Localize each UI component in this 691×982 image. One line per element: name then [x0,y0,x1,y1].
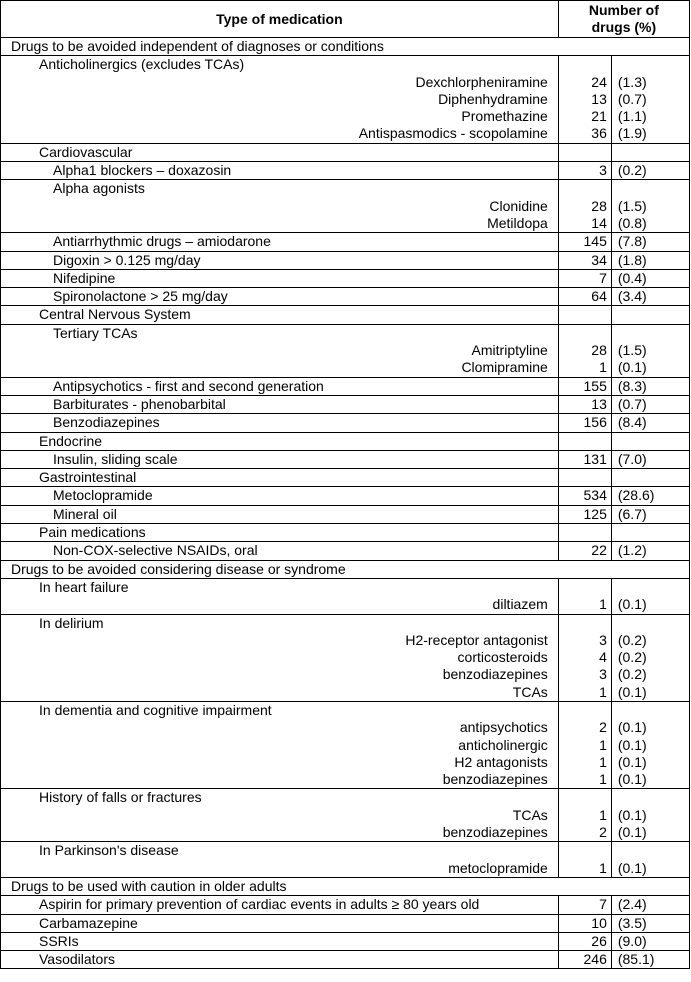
count-cell [558,377,611,395]
section-row [1,38,690,56]
drug-count: 3 [599,631,607,648]
table-row [1,542,690,560]
drug-percent [612,579,689,596]
drug-count [559,433,611,450]
table-row [1,578,690,614]
drug-count: 1 [599,771,607,788]
medication-cell [1,288,559,306]
count-cell [558,896,611,914]
medication-label: History of falls or fractures [39,789,202,806]
percent-cell [611,487,689,505]
drug-count: 21 [591,108,607,125]
percent-cell [611,542,689,560]
count-cell [558,56,611,143]
table-row [1,306,690,324]
drug-count: 156 [583,414,607,431]
percent-cell [611,896,689,914]
table-row [1,233,690,251]
count-cell [558,469,611,487]
drug-count: 125 [583,505,607,522]
table-row [1,56,690,143]
medication-cell [1,162,559,180]
medication-label: Benzodiazepines [53,414,160,431]
drug-percent: (0.7) [617,90,647,107]
drug-count: 3 [599,162,607,179]
drug-percent: (0.1) [617,359,647,376]
drug-percent: (0.1) [617,771,647,788]
drug-item-label: TCAs [512,683,548,700]
percent-cell [611,578,689,614]
header-line-2: drugs (%) [591,19,657,35]
drug-percent [612,180,689,197]
drug-count: 28 [591,342,607,359]
medication-cell [1,896,559,914]
drug-count: 24 [591,73,607,90]
drug-percent [612,469,689,486]
medication-cell [1,269,559,287]
drug-count [559,789,611,806]
drug-percent: (7.0) [617,450,647,467]
medication-label: In dementia and cognitive impairment [39,701,272,718]
percent-cell [611,162,689,180]
table-row [1,614,690,701]
table-row [1,180,690,233]
drug-item-label: metoclopramide [448,859,548,876]
drug-count [559,144,611,161]
table-row [1,143,690,161]
drug-count [559,469,611,486]
drug-percent [612,524,689,541]
medication-cell [1,450,559,468]
drug-count: 26 [591,932,607,949]
table-row [1,505,690,523]
drug-percent: (0.2) [617,649,647,666]
medication-label: Alpha agonists [53,180,145,197]
drug-percent: (9.0) [617,932,647,949]
drug-count: 1 [599,753,607,770]
section-cell [1,38,690,56]
table-row [1,432,690,450]
medication-label: Central Nervous System [39,306,191,323]
medication-cell [1,251,559,269]
drug-percent: (0.2) [617,631,647,648]
count-cell [558,701,611,788]
medication-cell [1,789,559,842]
drug-percent: (0.1) [617,736,647,753]
section-cell [1,877,690,895]
medication-label: Spironolactone > 25 mg/day [53,288,228,305]
header-line-1: Number of [588,2,659,18]
drug-count [559,615,611,632]
drug-percent: (1.3) [617,73,647,90]
drug-percent: (1.8) [617,251,647,268]
percent-cell [611,614,689,701]
count-cell [558,842,611,878]
count-cell [558,487,611,505]
medication-cell [1,951,559,969]
medication-cell [1,842,559,878]
count-cell [558,288,611,306]
drug-percent: (0.2) [617,666,647,683]
drug-item-label: Dexchlorpheniramine [415,73,548,90]
drug-percent: (85.1) [617,951,655,968]
count-cell [558,143,611,161]
medication-label: Anticholinergics (excludes TCAs) [39,56,245,73]
section-label: Drugs to be avoided independent of diagnoses or conditions [11,38,384,54]
table-row [1,469,690,487]
table-row [1,896,690,914]
medication-label: Carbamazepine [39,914,138,931]
medication-cell [1,432,559,450]
count-cell [558,306,611,324]
drug-item-label: Antispasmodics - scopolamine [358,125,548,142]
table-row [1,251,690,269]
percent-cell [611,505,689,523]
medication-cell [1,505,559,523]
medication-label: Tertiary TCAs [53,324,138,341]
percent-cell [611,377,689,395]
drug-count: 1 [599,736,607,753]
medication-label: Mineral oil [53,505,117,522]
drug-count: 246 [583,951,607,968]
drug-item-label: diltiazem [492,596,548,613]
table-row [1,414,690,432]
medication-label: Metoclopramide [53,487,153,504]
drug-count: 145 [583,233,607,250]
drug-count: 1 [599,596,607,613]
drug-count: 13 [591,90,607,107]
table-row [1,450,690,468]
table-header-row [1,1,690,38]
percent-cell [611,932,689,950]
count-cell [558,450,611,468]
drug-count: 3 [599,666,607,683]
table-row [1,288,690,306]
medication-label: Cardiovascular [39,143,133,160]
medication-label: Barbiturates - phenobarbital [53,395,226,412]
header-number-of-drugs [558,1,689,38]
drug-percent: (1.9) [617,125,647,142]
percent-cell [611,324,689,377]
count-cell [558,914,611,932]
percent-cell [611,180,689,233]
count-cell [558,542,611,560]
drug-percent: (0.8) [617,214,647,231]
drug-count: 22 [591,542,607,559]
percent-cell [611,143,689,161]
medication-label: Vasodilators [39,951,116,968]
percent-cell [611,432,689,450]
medication-label: Gastrointestinal [39,469,137,486]
section-label: Drugs to be used with caution in older adults [11,877,287,894]
drug-percent: (1.5) [617,197,647,214]
drug-item-label: H2-receptor antagonist [405,631,548,648]
drug-percent [612,702,689,719]
drug-percent: (3.5) [617,914,647,931]
drug-item-label: H2 antagonists [454,753,548,770]
drug-item-label: TCAs [512,806,548,823]
medication-label: Antipsychotics - first and second generation [53,377,324,394]
table-row [1,524,690,542]
percent-cell [611,914,689,932]
medication-cell [1,395,559,413]
drug-percent: (1.5) [617,342,647,359]
drug-percent: (0.2) [617,162,647,179]
count-cell [558,233,611,251]
drug-item-label: antipsychotics [459,719,548,736]
medication-cell [1,469,559,487]
table-row [1,324,690,377]
percent-cell [611,269,689,287]
drug-item-label: benzodiazepines [442,666,548,683]
drug-percent: (0.1) [617,824,647,841]
section-cell [1,560,690,578]
count-cell [558,505,611,523]
drug-percent: (8.4) [617,414,647,431]
drug-count: 36 [591,125,607,142]
drug-count: 155 [583,377,607,394]
drug-percent: (0.1) [617,753,647,770]
medication-cell [1,56,559,143]
drug-percent: (0.1) [617,683,647,700]
percent-cell [611,233,689,251]
drug-percent [612,615,689,632]
drug-count [559,325,611,342]
count-cell [558,789,611,842]
table-row [1,269,690,287]
medication-cell [1,180,559,233]
drug-count: 2 [599,719,607,736]
table-row [1,701,690,788]
section-row [1,560,690,578]
percent-cell [611,951,689,969]
drug-count: 7 [599,269,607,286]
section-label: Drugs to be avoided considering disease or syndrome [11,560,346,577]
drug-item-label: Clonidine [489,197,548,214]
medication-cell [1,377,559,395]
medication-cell [1,914,559,932]
drug-percent: (0.7) [617,395,647,412]
drug-count [559,306,611,323]
drug-count [559,56,611,73]
drug-percent: (0.4) [617,269,647,286]
drug-item-label: Clomipramine [461,359,548,376]
percent-cell [611,469,689,487]
medication-cell [1,701,559,788]
drug-percent: (8.3) [617,377,647,394]
drug-count: 1 [599,806,607,823]
count-cell [558,578,611,614]
count-cell [558,180,611,233]
drug-count [559,524,611,541]
header-type-of-medication: Type of medication [1,1,559,38]
drug-count: 34 [591,251,607,268]
drug-percent: (0.1) [617,806,647,823]
medication-cell [1,932,559,950]
drug-count: 64 [591,288,607,305]
drug-count [559,842,611,859]
drug-item-label: corticosteroids [457,649,548,666]
drug-count: 14 [591,214,607,231]
medication-label: Non-COX-selective NSAIDs, oral [53,542,258,559]
medication-label: Antiarrhythmic drugs – amiodarone [53,233,271,250]
drug-percent [612,306,689,323]
percent-cell [611,701,689,788]
drug-percent: (2.4) [617,896,647,913]
drug-item-label: Promethazine [461,108,548,125]
count-cell [558,395,611,413]
medication-cell [1,487,559,505]
count-cell [558,414,611,432]
drug-item-label: Diphenhydramine [438,90,548,107]
drug-percent [612,789,689,806]
drug-percent: (0.1) [617,859,647,876]
percent-cell [611,414,689,432]
medication-label: In heart failure [39,578,129,595]
table-row [1,395,690,413]
medication-label: Insulin, sliding scale [53,450,178,467]
count-cell [558,251,611,269]
drug-percent [612,842,689,859]
percent-cell [611,56,689,143]
percent-cell [611,395,689,413]
medication-label: Aspirin for primary prevention of cardiac events in adults ≥ 80 years old [39,896,480,913]
drug-count: 1 [599,359,607,376]
section-row [1,877,690,895]
medication-label: In delirium [39,614,104,631]
percent-cell [611,251,689,269]
count-cell [558,432,611,450]
table-row [1,842,690,878]
percent-cell [611,524,689,542]
drug-percent: (6.7) [617,505,647,522]
drug-item-label: benzodiazepines [442,824,548,841]
percent-cell [611,306,689,324]
drug-percent [612,325,689,342]
drug-percent: (1.2) [617,542,647,559]
medication-label: Nifedipine [53,269,116,286]
medication-label: SSRIs [39,932,79,949]
drug-count [559,180,611,197]
drug-item-label: anticholinergic [458,736,548,753]
table-row [1,487,690,505]
drug-item-label: benzodiazepines [442,771,548,788]
percent-cell [611,450,689,468]
count-cell [558,162,611,180]
medication-cell [1,233,559,251]
drug-count: 131 [583,450,607,467]
drug-percent: (28.6) [617,487,655,504]
medication-cell [1,306,559,324]
drug-count: 1 [599,683,607,700]
drug-percent: (0.1) [617,719,647,736]
drug-percent: (0.1) [617,596,647,613]
table-row [1,377,690,395]
table-row [1,162,690,180]
medication-cell [1,614,559,701]
drug-count: 4 [599,649,607,666]
medication-label: Endocrine [39,432,103,449]
medication-label: Digoxin > 0.125 mg/day [53,251,201,268]
medication-label: Pain medications [39,524,146,541]
medication-cell [1,143,559,161]
table-body [1,38,690,969]
table-row [1,932,690,950]
drug-count [559,579,611,596]
count-cell [558,524,611,542]
drug-count: 28 [591,197,607,214]
medication-label: Alpha1 blockers – doxazosin [53,162,232,179]
count-cell [558,932,611,950]
medication-label: In Parkinson's disease [39,842,179,859]
medication-cell [1,414,559,432]
drug-count: 2 [599,824,607,841]
medication-cell [1,578,559,614]
table-row [1,789,690,842]
drug-count: 534 [583,487,607,504]
drug-item-label: Amitriptyline [471,342,548,359]
drug-count: 10 [591,914,607,931]
drug-count: 1 [599,859,607,876]
drug-count: 7 [599,896,607,913]
drug-percent [612,433,689,450]
medication-cell [1,324,559,377]
drug-percent: (1.1) [617,108,647,125]
percent-cell [611,288,689,306]
drug-percent [612,56,689,73]
count-cell [558,269,611,287]
count-cell [558,614,611,701]
drug-count: 13 [591,395,607,412]
drug-percent [612,144,689,161]
medication-cell [1,524,559,542]
drug-percent: (3.4) [617,288,647,305]
count-cell [558,951,611,969]
table-row [1,951,690,969]
percent-cell [611,789,689,842]
medication-cell [1,542,559,560]
drug-percent: (7.8) [617,233,647,250]
drug-item-label: Metildopa [487,214,548,231]
table-row [1,914,690,932]
drug-count [559,702,611,719]
percent-cell [611,842,689,878]
count-cell [558,324,611,377]
